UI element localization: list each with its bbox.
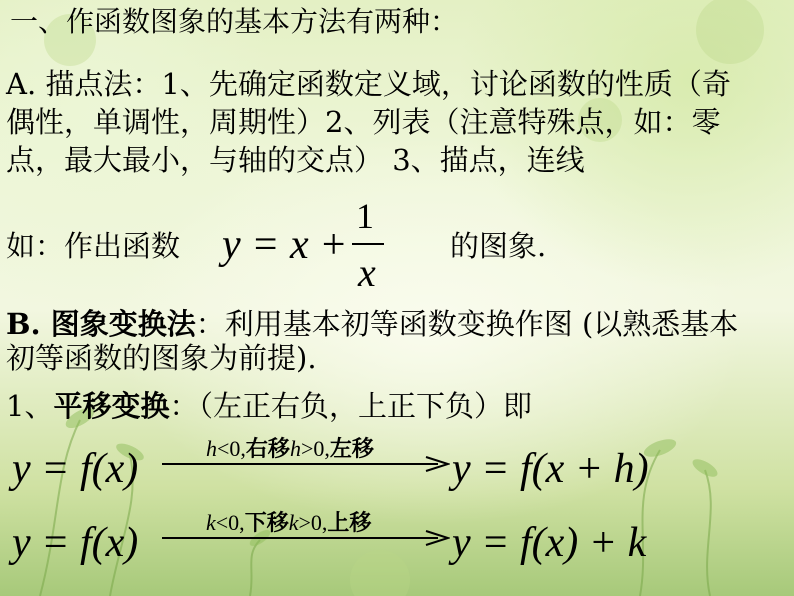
example-formula-lhs: y = x + — [222, 222, 348, 268]
fraction-denominator: x — [358, 250, 376, 295]
h-var-1: h — [206, 436, 217, 461]
h-cond-2: >0, — [300, 436, 330, 461]
k-word-down: 下移 — [244, 511, 289, 536]
k-cond-1: <0, — [215, 510, 245, 535]
method-b-label: B. 图象变换法 — [6, 307, 196, 341]
translation-number: 1、 — [6, 389, 54, 423]
h-word-right: 右移 — [245, 437, 290, 462]
example-prefix: 如：作出函数 — [6, 229, 181, 263]
fraction-numerator: 1 — [356, 196, 374, 236]
method-b-line-1-rest: ：利用基本初等函数变换作图 (以熟悉基本 — [195, 307, 739, 341]
method-a-line-3: 点，最大最小，与轴的交点） 3、描点，连线 — [6, 143, 585, 177]
k-transform-arrow-icon — [160, 528, 450, 548]
method-a-line-2: 偶性，单调性，周期性）2、列表（注意特殊点，如：零 — [6, 105, 721, 139]
method-b-line-2: 初等函数的图象为前提). — [6, 341, 317, 375]
method-a-line-1: A. 描点法：1、先确定函数定义域，讨论函数的性质（奇 — [6, 67, 731, 101]
h-transform-result: y = f(x + h) — [452, 446, 649, 492]
h-var-2: h — [289, 436, 301, 461]
translation-rule: ：（左正右负，上正下负）即 — [169, 389, 532, 423]
k-var-1: k — [206, 510, 216, 535]
fraction-bar — [352, 243, 384, 245]
h-cond-1: <0, — [217, 436, 246, 461]
k-transform-source: y = f(x) — [12, 520, 139, 566]
translation-heading — [6, 388, 532, 424]
k-transform-result: y = f(x) + k — [452, 520, 647, 566]
translation-title: 平移变换 — [53, 389, 170, 423]
k-cond-2: >0, — [298, 510, 328, 535]
h-transform-source: y = f(x) — [12, 446, 139, 492]
h-transform-arrow-icon — [160, 454, 450, 474]
k-var-2: k — [288, 510, 299, 535]
h-word-left: 左移 — [329, 437, 374, 462]
example-suffix: 的图象. — [450, 229, 547, 263]
k-word-up: 上移 — [327, 511, 372, 536]
section-title: 一、作函数图象的基本方法有两种： — [10, 5, 459, 38]
method-b-line-1 — [6, 306, 738, 342]
